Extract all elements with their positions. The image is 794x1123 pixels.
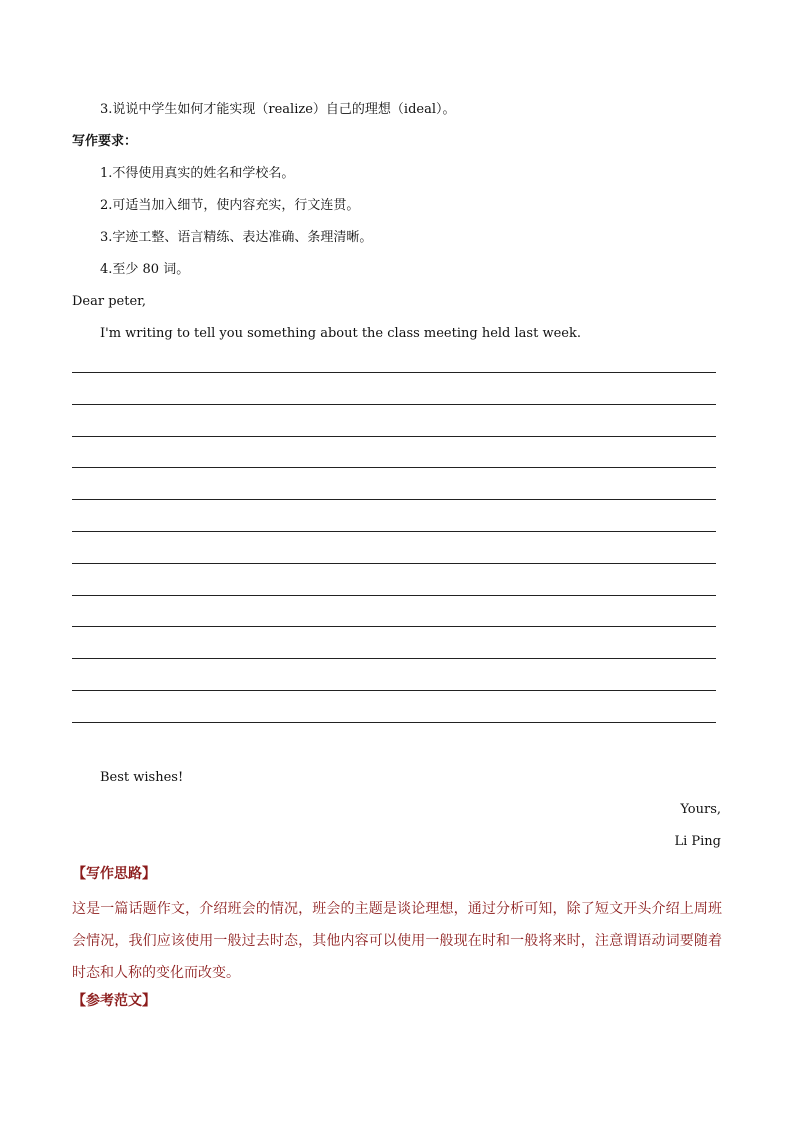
writing-line: [72, 626, 716, 627]
writing-line: [72, 404, 716, 405]
requirement-item-3: 3.字迹工整、语言精练、表达准确、条理清晰。: [100, 230, 373, 245]
writing-line: [72, 563, 716, 564]
sample-heading: 【参考范文】: [72, 993, 156, 1009]
analysis-heading: 【写作思路】: [72, 866, 156, 882]
requirement-item-2: 2.可适当加入细节，使内容充实，行文连贯。: [100, 198, 360, 213]
writing-line: [72, 690, 716, 691]
writing-line: [72, 658, 716, 659]
letter-closing: Best wishes!: [100, 770, 184, 785]
writing-line: [72, 531, 716, 532]
writing-line: [72, 499, 716, 500]
requirement-item-1: 1.不得使用真实的姓名和学校名。: [100, 166, 295, 181]
requirement-item-4: 4.至少 80 词。: [100, 262, 190, 277]
prompt-point-3: 3.说说中学生如何才能实现（realize）自己的理想（ideal）。: [100, 102, 456, 117]
writing-line: [72, 595, 716, 596]
analysis-text: 这是一篇话题作文，介绍班会的情况，班会的主题是谈论理想，通过分析可知，除了短文开头介绍上周班会情况，我们应该使用一般过去时态，其他内容可以使用一般现在时和一般将来时，注意谓语动词要随着时态和人称的变化而改变。: [72, 901, 722, 981]
letter-signature: Li Ping: [674, 834, 721, 849]
writing-line: [72, 372, 716, 373]
letter-sign-off: Yours,: [680, 802, 721, 817]
letter-opening: I'm writing to tell you something about the class meeting held last week.: [100, 326, 581, 341]
letter-salutation: Dear peter,: [72, 294, 147, 309]
writing-line: [72, 467, 716, 468]
writing-line: [72, 436, 716, 437]
requirements-heading: 写作要求：: [72, 134, 138, 149]
writing-line: [72, 722, 716, 723]
